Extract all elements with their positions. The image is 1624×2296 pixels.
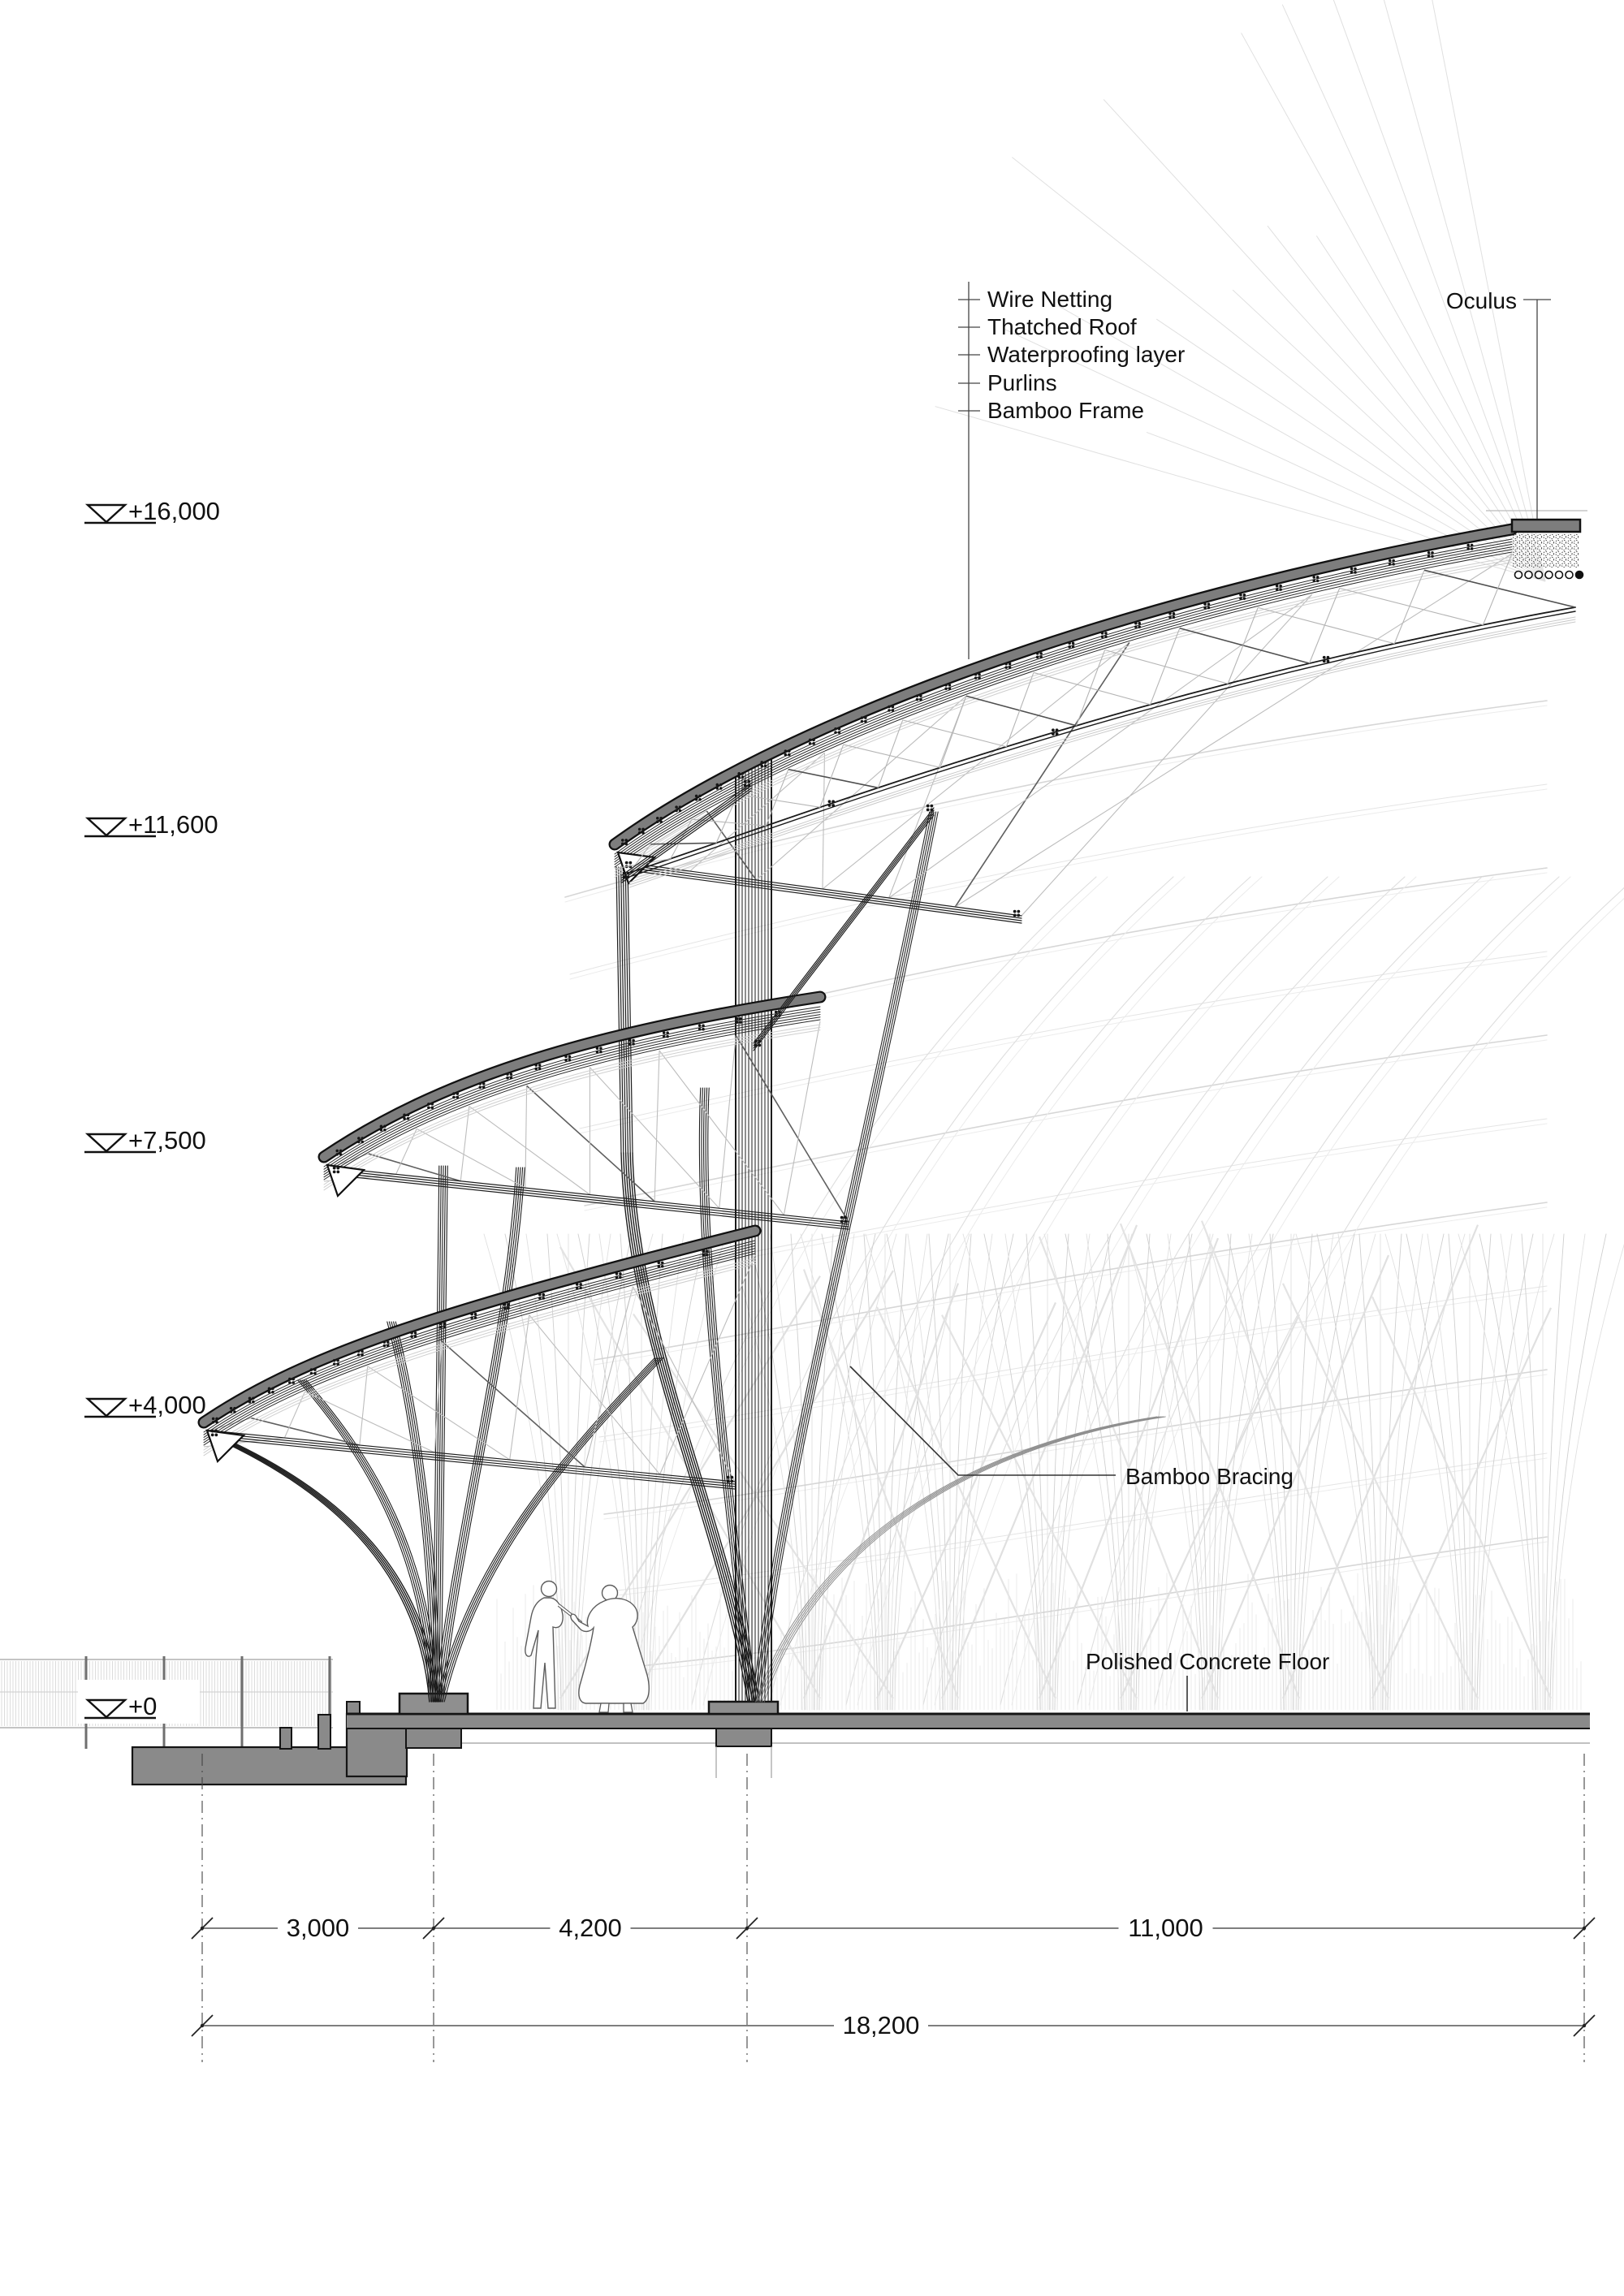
elevation-marker [84, 1391, 206, 1419]
concrete-floor-label: Polished Concrete Floor [1086, 1649, 1330, 1674]
elevation-label: +11,600 [128, 810, 218, 839]
dimension-label: 11,000 [1128, 1914, 1203, 1942]
dimension-lines [192, 1754, 1595, 2062]
elevation-marker [84, 497, 220, 525]
elevation-marker [78, 1680, 200, 1724]
elevation-label: +0 [128, 1692, 158, 1720]
elevation-label: +4,000 [128, 1391, 206, 1419]
roof-layer-label: Thatched Roof [987, 314, 1137, 339]
elevation-markers [78, 497, 220, 1724]
roof-tier-1 [204, 1231, 755, 1489]
elevation-label: +7,500 [128, 1126, 206, 1154]
roof-tier-2 [324, 997, 849, 1229]
roof-layer-label: Bamboo Frame [987, 398, 1144, 423]
column-fans [209, 812, 1165, 1702]
elevation-marker [84, 810, 218, 839]
roof-layer-label: Waterproofing layer [987, 342, 1186, 367]
oculus-label: Oculus [1445, 288, 1517, 313]
roof-layer-label: Wire Netting [987, 287, 1113, 312]
dimension-total-label: 18,200 [842, 2011, 920, 2039]
bamboo-structure-section [204, 511, 1587, 1702]
dimension-label: 4,200 [559, 1914, 622, 1942]
floor-and-ground [132, 1694, 1590, 1785]
dimension-label: 3,000 [286, 1914, 350, 1942]
bamboo-bracing-label: Bamboo Bracing [1125, 1464, 1294, 1489]
roof-layer-callouts [958, 282, 1185, 659]
elevation-label: +16,000 [128, 497, 220, 525]
roof-layer-label: Purlins [987, 370, 1057, 395]
annotations [78, 282, 1595, 2062]
elevation-marker [84, 1126, 206, 1154]
